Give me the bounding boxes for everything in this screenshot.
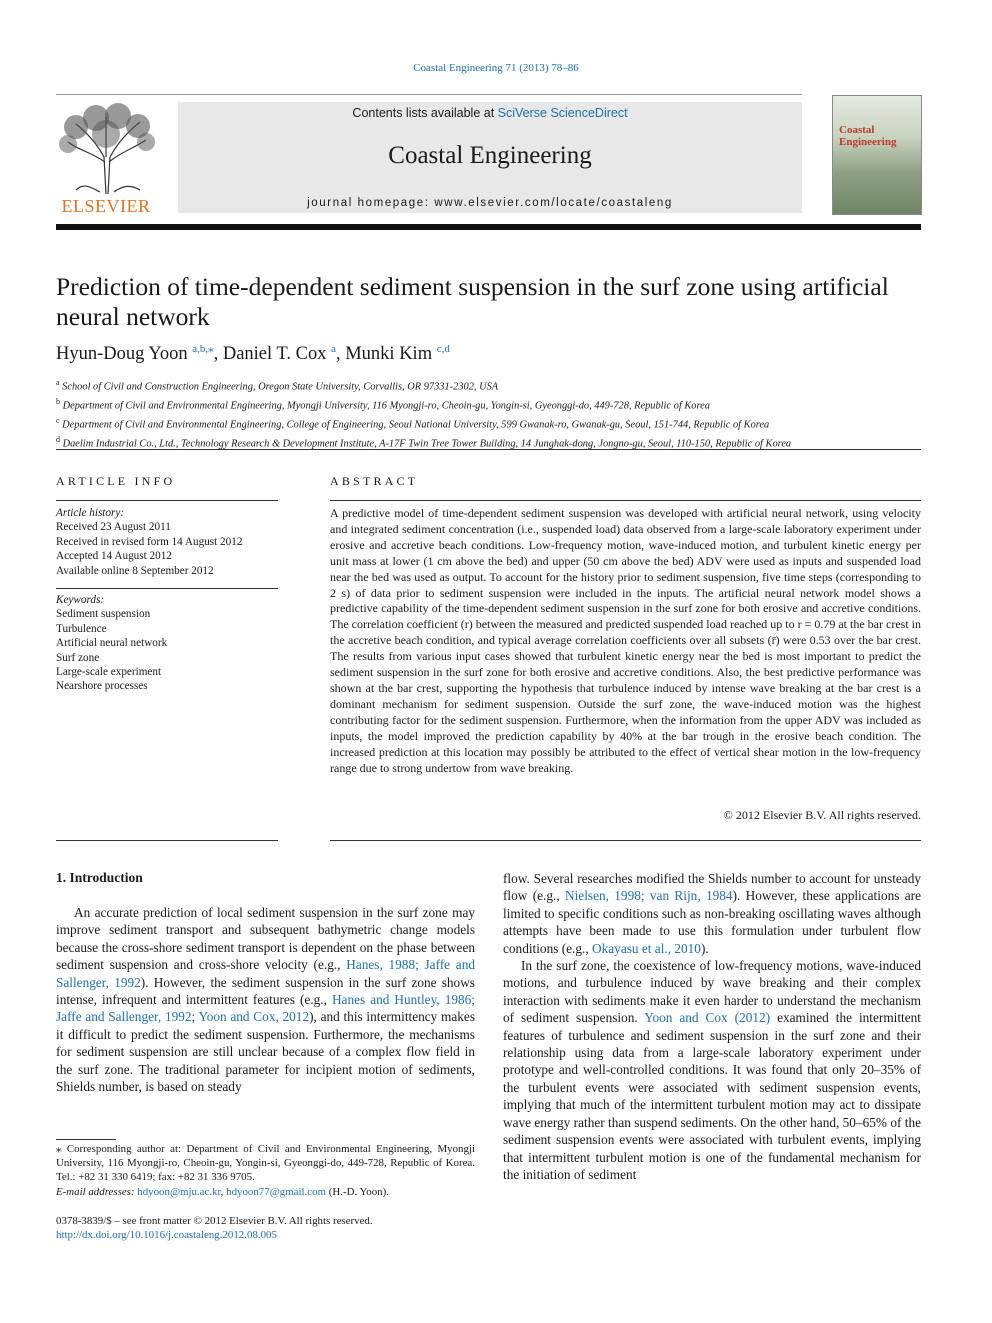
journal-homepage[interactable]: journal homepage: www.elsevier.com/locate/coastaleng	[307, 197, 673, 209]
author-name[interactable]: Daniel T. Cox	[222, 344, 327, 365]
citation-link[interactable]: Nielsen, 1998; van Rijn, 1984	[565, 888, 733, 904]
citation-link[interactable]: Okayasu et al., 2010	[592, 940, 701, 956]
history-item: Available online 8 September 2012	[56, 564, 214, 577]
keyword-list	[56, 593, 278, 694]
header-divider	[56, 94, 802, 95]
journal-title: Coastal Engineering	[388, 142, 592, 169]
cover-title: Coastal Engineering	[839, 124, 897, 148]
author-list: Hyun-Doug Yoon $^{a,b,⁎}$, Daniel T. Cox $^a$, Munki Kim $^{c,d}$	[56, 343, 450, 365]
section-heading-introduction: 1. Introduction	[56, 870, 143, 885]
keywords-divider	[56, 588, 278, 589]
author-name[interactable]: Munki Kim	[345, 344, 433, 365]
issn-line: 0378-3839/$ – see front matter © 2012 Elsevier B.V. All rights reserved.	[56, 1215, 373, 1227]
affiliation: $^c$ Department of Civil and Environmental Engineering, College of Engineering, Seoul National University, 599 Gwanak-ro, Gwanak-gu, Seoul, 151-744, Republic of Korea	[56, 415, 770, 431]
keyword: Sediment suspension	[56, 608, 151, 621]
body-paragraph: flow. Several researches modified the Shields number to account for unsteady flow (e.g., Nielsen, 1998; van Rijn, 1984). However, these applications are limited to specific conditions such as non-breaking oscillating waves although attempts have been made to use this formulation under turbulent flow conditions (e.g., Okayasu et al., 2010).	[503, 871, 921, 956]
history-item: Received 23 August 2011	[56, 521, 171, 534]
body-paragraph: An accurate prediction of local sediment suspension in the surf zone may improve sediment transport and subsequent bathymetric change models because the cross-shore sediment transport is dependent on the phase between sediment suspension and cross-shore velocity (e.g., Hanes, 1988; Jaffe and Sallenger, 1992). However, the sediment suspension in the surf zone shows intense, infrequent and intermittent features (e.g., Hanes and Huntley, 1986; Jaffe and Sallenger, 1992; Yoon and Cox, 2012), and this intermittency makes it difficult to predict the sediment suspension. Furthermore, the mechanisms for sediment suspension are still unclear because of a complex flow field in the surf zone. The traditional parameter for incipient motion of sediments, Shields number, is based on steady	[56, 905, 476, 1095]
affiliation-list	[56, 376, 936, 452]
email-link[interactable]: hdyoon77@gmail.com	[226, 1185, 326, 1198]
front-matter	[56, 1214, 373, 1242]
author-affil-marks[interactable]: a	[331, 343, 336, 355]
citation-link[interactable]: Yoon and Cox (2012)	[644, 1010, 771, 1026]
abstract-heading: ABSTRACT	[330, 474, 419, 488]
contents-line	[178, 106, 802, 120]
article-info-divider	[56, 500, 278, 501]
keywords-label: Keywords:	[56, 594, 105, 606]
citation-link[interactable]: Coastal Engineering 71 (2013) 78–86	[413, 62, 579, 74]
footnote-divider	[56, 1139, 116, 1140]
affiliation: $^a$ School of Civil and Construction Engineering, Oregon State University, Corvallis, OR 97331-2302, USA	[56, 378, 499, 393]
body-column-right	[503, 870, 921, 1183]
author-name[interactable]: Hyun-Doug Yoon	[56, 344, 188, 365]
footnote-text: ⁎ Corresponding author at: Department of Civil and Environmental Engineering, Myongji University, 116 Myongji-ro, Cheoin-gu, Yongin-si, Gyeonggi-do, 449-728, Republic of Korea. Tel.: +82 31 330 6419; fax: +82 31 336 9705.	[56, 1143, 475, 1184]
keyword: Surf zone	[56, 651, 100, 664]
history-item: Received in revised form 14 August 2012	[56, 535, 243, 548]
abstract-text: A predictive model of time-dependent sediment suspension was developed with artificial neural network, using velocity and integrated sediment concentration (i.e., suspended load) data observed from a large-scale laboratory experiment under erosive and accretive beach conditions. Low-frequency motion, wave-induced motion, and turbulent kinetic energy per unit mass at lower (1 cm above the bed) and upper (50 cm above the bed) ADV were used as inputs and suspended load near the bed was used as output. To account for the history prior to sediment suspension, five time steps (corresponding to 2 s) of data prior to sediment suspension were included in the inputs. The artificial neural network model shows a predictive capability of the time-dependent sediment suspension in the surf zone for both erosive and accretive conditions. The correlation coefficient (r) between the measured and predicted suspended load reached up to r = 0.79 at the bar crest in the accretive beach condition, and typical average correlation coefficients over all subsets (r̄) were 0.53 over the bar crest. The results from various input cases showed that turbulent kinetic energy near the bed is most important to predict the sediment suspension in the surf zone for both erosive and accretive conditions. Also, the best predictive performance was shown at the bar crest, supporting the hypothesis that turbulence induced by intense wave breaking at the bar crest is a dominant mechanism for sediment suspension. Outside the surf zone, the wave-induced motion was the highest contributing factor for the sediment suspension. Furthermore, when the information from the upper ADV was included as inputs, the model improved the prediction capability by 40% at the bar trough in the erosive beach condition. The increased prediction at this location may possibly be attributed to the effect of vertical shear motion in the low-frequency range due to strong undertow from wave breaking.	[330, 506, 921, 775]
sciencedirect-link[interactable]: SciVerse ScienceDirect	[497, 106, 628, 120]
keyword: Nearshore processes	[56, 680, 148, 693]
journal-citation[interactable]	[0, 62, 992, 74]
journal-cover-image[interactable]	[832, 95, 922, 215]
body-paragraph: In the surf zone, the coexistence of low-frequency motions, wave-induced motions, and turbulence induced by wave breaking and their complex interaction with sediments make it even harder to understand the mechanism of sediment suspension. Yoon and Cox (2012) examined the intermittent features of turbulence and sediment suspension in the surf zone and their relationship using data from a large-scale laboratory experiment under prototype and well-controlled conditions. It was found that only 20–35% of the turbulent events were associated with sediment suspension events, implying that much of the intermittent turbulent motion may act to dissipate wave energy rather than suspend sediments. On the other hand, 50–65% of the sediment suspension events were associated with turbulent events, implying that intermittent turbulent motion is one of the fundamental mechanism for the initiation of sediment	[503, 958, 921, 1182]
abstract-bottom-divider	[330, 840, 921, 841]
doi-link[interactable]: http://dx.doi.org/10.1016/j.coastaleng.2012.08.005	[56, 1229, 277, 1242]
header-thick-divider	[56, 224, 921, 230]
tree-icon	[56, 102, 156, 197]
contents-prefix: Contents lists available at	[352, 106, 498, 120]
email-link[interactable]: hdyoon@mju.ac.kr	[137, 1185, 221, 1198]
publisher-wordmark: ELSEVIER	[61, 196, 151, 216]
author-affil-marks[interactable]: c,d	[436, 343, 450, 355]
article-history	[56, 506, 278, 578]
affiliation: $^d$ Daelim Industrial Co., Ltd., Technology Research & Development Institute, A-17F Twin Tree Tower Building, 14 Junghak-dong, Jongno-gu, Seoul, 110-150, Republic of Korea	[56, 434, 792, 450]
citation-link[interactable]: Hanes and Huntley, 1986; Jaffe and Sallenger, 1992; Yoon and Cox, 2012	[56, 992, 475, 1025]
corresponding-author-footnote	[56, 1142, 475, 1199]
abstract-copyright: © 2012 Elsevier B.V. All rights reserved.	[723, 808, 921, 822]
affiliation: $^b$ Department of Civil and Environmental Engineering, Myongji University, 116 Myongji-ro, Cheoin-gu, Yongin-si, Gyeonggi-do, 449-728, Republic of Korea	[56, 396, 710, 412]
history-label: Article history:	[56, 507, 125, 519]
article-title: Prediction of time-dependent sediment suspension in the surf zone using artificial neural network	[56, 272, 889, 331]
affiliation-divider	[56, 449, 921, 450]
keyword: Artificial neural network	[56, 637, 168, 650]
article-info-heading: ARTICLE INFO	[56, 474, 176, 488]
email-line: E-mail addresses: hdyoon@mju.ac.kr, hdyoon77@gmail.com (H.-D. Yoon).	[56, 1185, 389, 1198]
citation-link[interactable]: Hanes, 1988; Jaffe and Sallenger, 1992	[56, 957, 476, 990]
article-info-bottom-divider	[56, 840, 278, 841]
history-item: Accepted 14 August 2012	[56, 550, 172, 563]
body-column-left	[56, 904, 475, 1095]
keyword: Large-scale experiment	[56, 666, 162, 679]
author-affil-marks[interactable]: a,b,⁎	[192, 343, 214, 355]
abstract-divider	[330, 500, 921, 501]
keyword: Turbulence	[56, 622, 107, 635]
